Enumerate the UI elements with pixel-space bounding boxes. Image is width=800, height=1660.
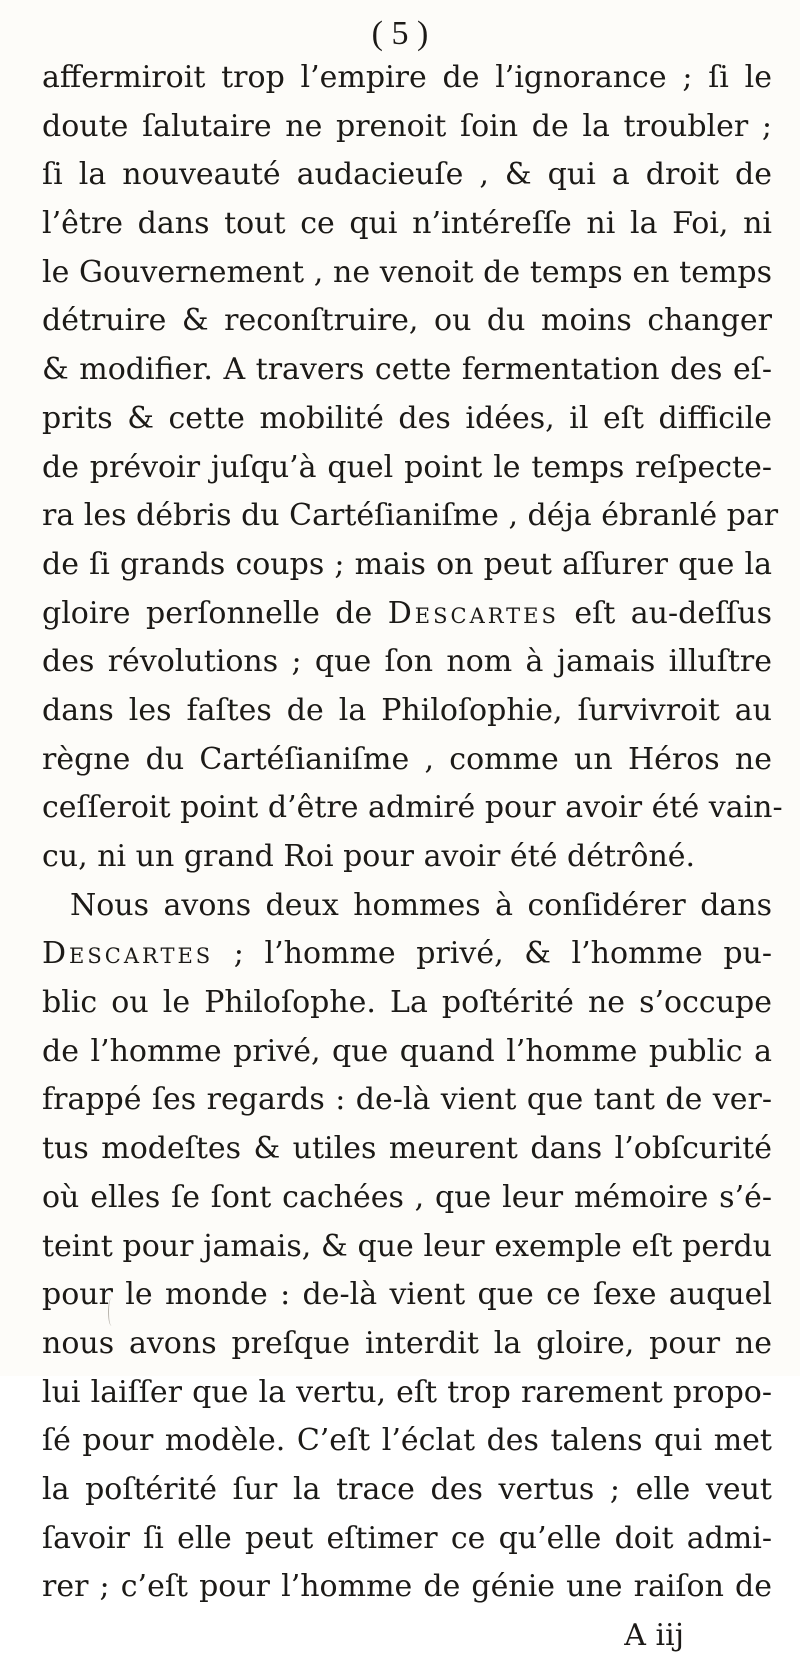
text-line: règne du Cartéſianiſme , comme un Héros ne	[42, 741, 772, 777]
text-line: blic ou le Philoſophe. La poſtérité ne s’occupe	[42, 985, 772, 1021]
line-tail: ; l’homme privé, & l’homme pu-	[213, 936, 772, 972]
text-line: & modifier. A travers cette fermentation des eſ-	[42, 352, 772, 388]
text-line: ſé pour modèle. C’eſt l’éclat des talens qui met	[42, 1423, 772, 1459]
text-line: la poſtérité ſur la trace des vertus ; elle veut	[42, 1471, 772, 1507]
line-head: gloire perſonnelle de	[42, 595, 388, 631]
text-line: dans les faſtes de la Philoſophie, ſurvivroit au	[42, 692, 772, 728]
text-line: ſi la nouveauté audacieuſe , & qui a droit de	[42, 157, 772, 193]
text-line: affermiroit trop l’empire de l’ignorance ; ſi le	[42, 60, 772, 95]
text-line: doute ſalutaire ne prenoit ſoin de la troubler ;	[42, 108, 772, 144]
text-line: pour le monde : de-là vient que ce ſexe auquel	[42, 1277, 772, 1313]
text-line: ra les débris du Cartéſianiſme , déja ébranlé par	[42, 498, 779, 534]
text-line: détruire & reconſtruire, ou du moins changer	[42, 303, 772, 339]
text-line: ſavoir ſi elle peut eſtimer ce qu’elle doit admi-	[42, 1520, 772, 1556]
text-line: lui laiſſer que la vertu, eſt trop rarement propo-	[42, 1374, 772, 1410]
text-line: de ſi grands coups ; mais on peut aſſurer que la	[42, 546, 772, 582]
text-line: où elles ſe ſont cachées , que leur mémoire s’é-	[42, 1179, 772, 1215]
line-tail: eſt au-deſſus	[558, 595, 772, 631]
text-line: ceſſeroit point d’être admiré pour avoir été vain-	[42, 790, 783, 826]
text-line: l’être dans tout ce qui n’intéreſſe ni la Foi, ni	[42, 206, 772, 242]
text-line: de prévoir juſqu’à quel point le temps reſpecte-	[42, 449, 772, 485]
paper-mark	[108, 1298, 115, 1326]
text-line: Nous avons deux hommes à conſidérer dans	[70, 887, 772, 923]
text-line: des révolutions ; que ſon nom à jamais illuſtre	[42, 644, 772, 680]
text-line: cu, ni un grand Roi pour avoir été détrôné.	[42, 839, 696, 874]
text-line: prits & cette mobilité des idées, il eſt difficile	[42, 400, 772, 436]
text-line: de l’homme privé, que quand l’homme public a	[42, 1033, 772, 1069]
body-text	[42, 54, 783, 1660]
text-line: le Gouvernement , ne venoit de temps en temps	[42, 254, 772, 290]
text-line: rer ; c’eſt pour l’homme de génie une raiſon de	[42, 1569, 772, 1605]
page-number: ( 5 )	[371, 15, 429, 52]
text-line: tus modeſtes & utiles meurent dans l’obſcurité	[42, 1131, 772, 1167]
text-line: nous avons preſque interdit la gloire, pour ne	[42, 1325, 772, 1361]
text-line	[42, 590, 772, 639]
text-line: frappé ſes regards : de-là vient que tant de ver-	[42, 1082, 772, 1118]
signature-mark: A iij	[624, 1618, 684, 1653]
text-line	[42, 930, 772, 979]
text-line: teint pour jamais, & que leur exemple eſt perdu	[42, 1228, 772, 1264]
author-name: Descartes	[42, 936, 214, 972]
author-name: Descartes	[387, 595, 559, 631]
